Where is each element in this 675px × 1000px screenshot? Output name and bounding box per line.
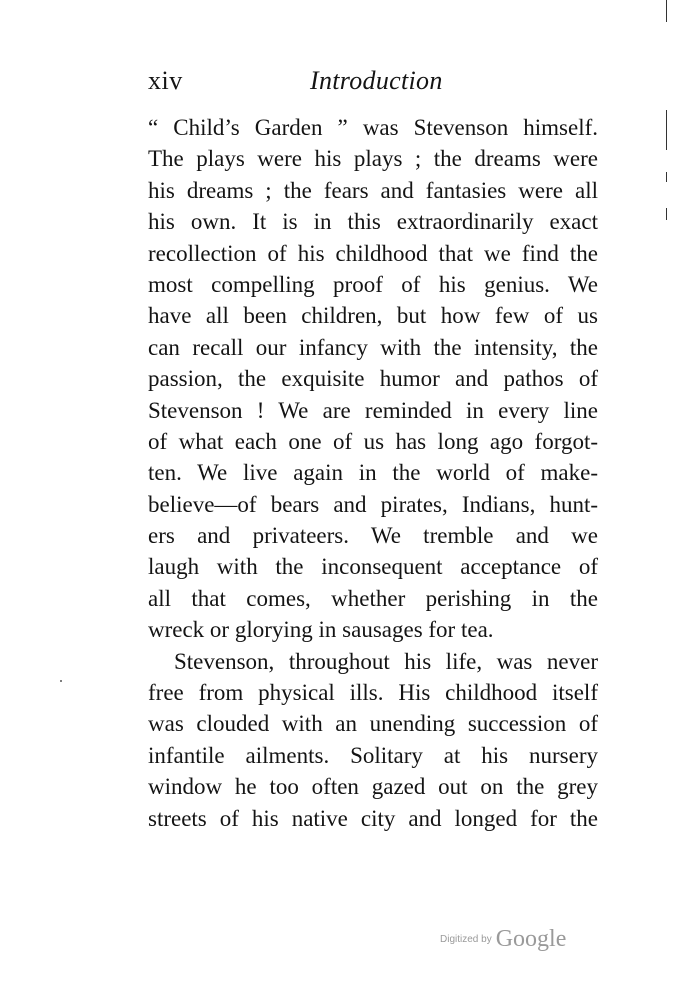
text-line: ers and privateers. We tremble and we — [148, 523, 598, 549]
text-line: free from physical ills. His childhood itself — [148, 680, 598, 706]
text-line: believe—of bears and pirates, Indians, hunt- — [148, 491, 598, 517]
scan-edge-mark — [666, 172, 667, 182]
scan-edge-mark — [666, 0, 667, 22]
scan-edge-mark — [666, 110, 667, 150]
text-line: laugh with the inconsequent acceptance of — [148, 554, 598, 580]
running-title: Introduction — [310, 66, 443, 95]
google-logo: Google — [495, 926, 567, 952]
scan-edge-mark — [666, 208, 667, 220]
text-line: his dreams ; the fears and fantasies were all — [148, 177, 598, 203]
digitized-watermark — [440, 926, 566, 953]
text-line: was clouded with an unending succession of — [148, 711, 598, 737]
text-line: passion, the exquisite humor and pathos of — [148, 366, 598, 392]
text-line: window he too often gazed out on the grey — [148, 774, 598, 800]
text-line: infantile ailments. Solitary at his nursery — [148, 742, 598, 768]
text-line: wreck or glorying in sausages for tea. — [148, 617, 494, 643]
text-line: recollection of his childhood that we find the — [148, 240, 598, 266]
scan-speck — [60, 680, 62, 682]
text-line: ten. We live again in the world of make- — [148, 460, 598, 486]
text-line: most compelling proof of his genius. We — [148, 271, 598, 297]
body-text — [148, 112, 598, 834]
text-line: of what each one of us has long ago forgot- — [148, 428, 598, 454]
text-line: Stevenson, throughout his life, was never — [174, 648, 598, 674]
page-number: xiv — [148, 66, 183, 95]
text-line: streets of his native city and longed for the — [148, 805, 598, 831]
text-line: all that comes, whether perishing in the — [148, 585, 598, 611]
text-line: The plays were his plays ; the dreams were — [148, 146, 598, 172]
text-line: “ Child’s Garden ” was Stevenson himself. — [148, 115, 598, 140]
text-line: his own. It is in this extraordinarily exact — [148, 209, 598, 235]
text-line: can recall our infancy with the intensity, the — [148, 334, 598, 360]
watermark-prefix: Digitized by — [440, 934, 492, 945]
text-line: have all been children, but how few of us — [148, 303, 598, 329]
text-line: Stevenson ! We are reminded in every line — [148, 397, 598, 423]
